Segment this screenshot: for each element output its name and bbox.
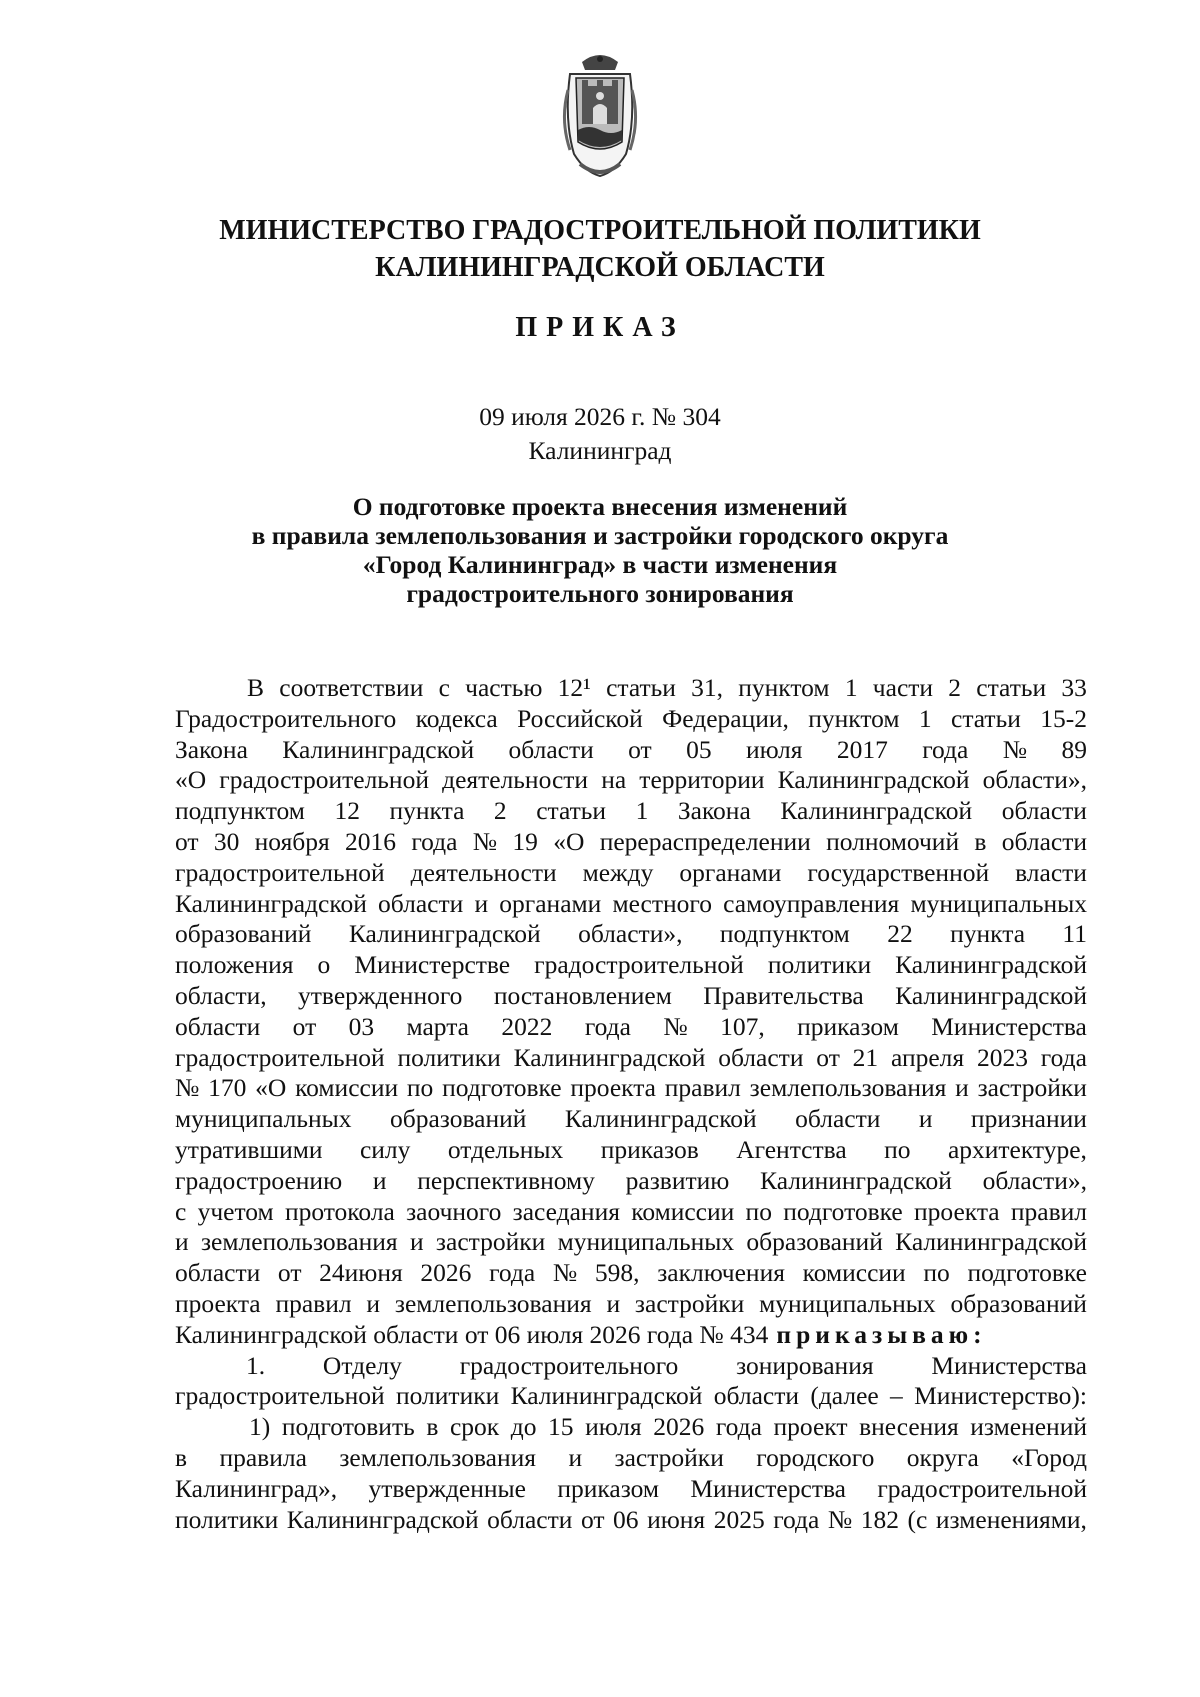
body-word: протокола	[284, 1196, 395, 1226]
body-word: землепользования	[394, 1288, 592, 1318]
body-word: градостроительной	[534, 950, 744, 980]
body-word: от	[292, 1011, 317, 1041]
body-word: застройки	[614, 1442, 724, 1472]
body-line	[175, 1443, 1087, 1474]
body-word: 11	[1062, 919, 1087, 949]
decree-word: приказываю:	[776, 1319, 987, 1349]
body-word: с	[175, 1196, 187, 1226]
body-word: полномочий	[826, 826, 960, 856]
body-word: «О	[553, 826, 585, 856]
date-number-block	[0, 400, 1200, 468]
body-word: перераспределении	[599, 826, 811, 856]
body-word: застройки	[634, 1288, 745, 1318]
body-word: области	[1001, 796, 1087, 826]
body-word: образований	[389, 1104, 527, 1134]
body-word: и	[606, 1288, 621, 1318]
body-word: области»,	[982, 765, 1087, 795]
body-word: соответствии	[279, 673, 424, 702]
body-word: области	[487, 1504, 573, 1534]
body-word: градостроительной	[219, 765, 429, 795]
body-word: 89	[1061, 734, 1087, 764]
body-line	[175, 1505, 1087, 1536]
body-word: 15	[548, 1412, 574, 1442]
body-word: органами	[499, 888, 602, 918]
body-word: по	[923, 1258, 950, 1288]
body-word: 03	[348, 1011, 375, 1041]
body-word: Министерства	[690, 1473, 846, 1503]
body-line	[175, 1073, 1087, 1104]
body-word: признании	[970, 1104, 1087, 1134]
body-word: отдельных	[447, 1134, 564, 1164]
coat-of-arms-emblem	[560, 50, 640, 182]
body-word: между	[582, 857, 654, 887]
body-word: городского	[756, 1442, 875, 1472]
body-word: и	[175, 1227, 189, 1257]
body-word: органами	[679, 857, 782, 887]
body-word: Калининградской	[760, 1165, 952, 1195]
body-word: от	[628, 734, 652, 764]
body-word: от	[277, 1258, 302, 1288]
body-word: Градостроительного	[175, 703, 397, 733]
ministry-name-line-1: МИНИСТЕРСТВО ГРАДОСТРОИТЕЛЬНОЙ ПОЛИТИКИ	[219, 215, 981, 246]
body-word: 30	[213, 826, 240, 856]
body-word: изменений	[970, 1412, 1087, 1442]
body-word: приказом	[557, 1473, 660, 1503]
subject-line: «Город Калининград» в части изменения	[362, 550, 838, 579]
body-word: и	[474, 888, 489, 918]
body-word: 12¹	[557, 673, 591, 702]
body-word: 21	[852, 1042, 879, 1072]
body-word: Калининградской	[895, 950, 1087, 980]
body-word: области»,	[982, 1165, 1087, 1195]
body-word: деятельности	[442, 765, 589, 795]
body-word: года	[922, 734, 969, 764]
body-word: землепользования	[200, 1227, 398, 1257]
body-word: пункта	[950, 919, 1026, 949]
body-word: территории	[639, 765, 765, 795]
body-word: кодекса	[415, 703, 498, 733]
body-word: застройки	[977, 1073, 1087, 1103]
body-word: области	[718, 1042, 804, 1072]
body-word: политики	[397, 1042, 501, 1072]
body-word: комиссии	[295, 1073, 399, 1103]
body-word: Калининградской	[895, 980, 1087, 1010]
body-word: года	[715, 1412, 762, 1442]
body-word: Калининградской	[282, 734, 475, 764]
body-word: развитию	[625, 1165, 730, 1195]
body-word: частью	[465, 673, 543, 702]
body-word: Калининград»,	[175, 1473, 338, 1503]
body-word: политики	[767, 950, 872, 980]
order-body-text	[175, 673, 1087, 1535]
body-word: года	[411, 826, 458, 856]
body-word: 12	[334, 796, 360, 826]
body-word: Федерации,	[662, 703, 789, 733]
body-word: заседания	[512, 1196, 620, 1226]
body-word: политики	[396, 1381, 500, 1411]
body-word: проекта	[914, 1196, 1000, 1226]
body-word: области	[175, 1011, 261, 1041]
body-word: области»,	[578, 919, 683, 949]
body-word: по	[884, 1134, 911, 1164]
body-word: статьи	[536, 796, 607, 826]
body-line	[175, 1166, 1087, 1197]
body-word: в	[175, 1442, 188, 1472]
body-line	[175, 1104, 1087, 1135]
body-line	[175, 765, 1087, 796]
body-word: муниципальных	[759, 1288, 936, 1318]
body-word: 19	[512, 826, 538, 856]
body-word: 24июня	[319, 1258, 403, 1288]
body-word: пунктом	[808, 703, 900, 733]
body-word: 2017	[836, 734, 888, 764]
body-word: 598,	[594, 1258, 640, 1288]
body-word: архитектуре,	[947, 1134, 1087, 1164]
body-word: 2026	[653, 1412, 705, 1442]
body-word: №	[472, 826, 498, 856]
body-word: №	[827, 1504, 853, 1534]
body-word: (с	[907, 1504, 928, 1534]
body-line	[175, 796, 1087, 827]
body-word: 2022	[501, 1011, 553, 1041]
body-word: срок	[449, 1412, 500, 1442]
body-word: до	[510, 1412, 537, 1442]
body-line	[175, 1474, 1087, 1505]
body-word: 1	[635, 796, 649, 826]
body-word: подготовке	[783, 1196, 903, 1226]
body-word: года	[584, 1011, 631, 1041]
body-word: градостроительной	[175, 1381, 385, 1411]
body-word: от	[175, 826, 199, 856]
body-word: комиссии	[802, 1258, 906, 1288]
body-word: и	[372, 1165, 387, 1195]
body-word: правил	[275, 1288, 352, 1318]
body-word: Калининградской	[780, 796, 973, 826]
body-word: №	[175, 1073, 200, 1103]
body-word: образований	[746, 1227, 883, 1257]
body-line	[175, 1135, 1087, 1166]
body-line	[175, 735, 1087, 766]
body-word: власти	[1015, 857, 1087, 887]
body-line	[175, 827, 1087, 858]
date-and-number: 09 июля 2026 г. № 304	[479, 402, 721, 431]
body-word: 31,	[691, 673, 724, 702]
body-line	[175, 1197, 1087, 1228]
body-line	[175, 1412, 1087, 1443]
body-line	[175, 1320, 1087, 1351]
body-word: области	[508, 734, 594, 764]
body-word: местного	[612, 888, 712, 918]
body-line	[175, 704, 1087, 735]
order-subject	[0, 492, 1200, 608]
document-type: ПРИКАЗ	[515, 312, 685, 343]
body-word: Министерстве	[354, 950, 511, 980]
body-word: муниципальных	[175, 1104, 352, 1134]
body-word: 2016	[345, 826, 397, 856]
body-word: правил	[664, 1073, 741, 1103]
body-word: от	[580, 1504, 605, 1534]
body-word: зонирования	[736, 1350, 874, 1380]
body-word: Калининградской	[286, 1504, 479, 1534]
body-word: области	[795, 1104, 881, 1134]
body-word: 107,	[720, 1011, 765, 1041]
body-word: о	[317, 950, 331, 980]
subject-line: градостроительного зонирования	[406, 579, 794, 608]
body-word: Правительства	[703, 980, 864, 1010]
body-line	[175, 950, 1087, 981]
body-word: и	[409, 1227, 424, 1257]
ministry-name	[0, 212, 1200, 286]
body-word: (далее	[810, 1381, 879, 1411]
body-word: в	[426, 1412, 439, 1442]
body-word: Калининградской	[513, 1042, 706, 1072]
body-word: постановлением	[493, 980, 672, 1010]
body-word: 2023	[976, 1042, 1028, 1072]
body-word: 1.	[246, 1350, 266, 1380]
body-line	[175, 1227, 1087, 1258]
body-line	[175, 1351, 1087, 1382]
body-word: округа	[906, 1442, 979, 1472]
body-word: землепользования	[749, 1073, 947, 1103]
body-line	[175, 1012, 1087, 1043]
body-word: проекта	[175, 1288, 261, 1318]
body-word: 15-2	[1040, 703, 1087, 733]
body-word: градостроительной	[175, 857, 385, 887]
body-line	[175, 1258, 1087, 1289]
body-word: положения	[175, 950, 294, 980]
body-line	[175, 981, 1087, 1012]
body-word: 33	[1061, 673, 1087, 702]
body-word: статьи	[606, 673, 676, 702]
body-word: апреля	[890, 1042, 965, 1072]
body-word: 182	[860, 1504, 900, 1534]
body-word: самоуправления	[723, 888, 900, 918]
body-word: 170	[208, 1073, 247, 1103]
body-word: по	[406, 1073, 434, 1103]
body-word: с	[438, 673, 450, 702]
body-word: ноября	[254, 826, 330, 856]
body-word: государственной	[807, 857, 990, 887]
body-word: В	[247, 673, 265, 702]
body-word: политики	[175, 1504, 279, 1534]
body-word: изменениями,	[935, 1504, 1087, 1534]
body-word: Закона	[175, 734, 248, 764]
body-line	[175, 919, 1087, 950]
body-word: Калининградской	[510, 1381, 703, 1411]
body-word: от	[816, 1042, 840, 1072]
body-word: июля	[585, 1412, 642, 1442]
body-word: Российской	[517, 703, 643, 733]
body-word: градостроительной	[175, 1042, 385, 1072]
body-word: Калининградской	[348, 919, 541, 949]
body-word: утвержденного	[298, 980, 463, 1010]
body-word: заочного	[406, 1196, 502, 1226]
body-word: 1	[844, 673, 858, 702]
body-word: №	[1002, 734, 1028, 764]
body-word: №	[552, 1258, 578, 1288]
body-word: подпунктом	[175, 796, 305, 826]
body-word: градостроительной	[877, 1473, 1087, 1503]
body-word: Калининградской	[175, 888, 367, 918]
body-word: 1)	[249, 1412, 271, 1442]
body-word: области	[1001, 826, 1087, 856]
body-word: 22	[887, 919, 913, 949]
body-word: Министерства	[931, 1011, 1087, 1041]
body-word: приказов	[600, 1134, 699, 1164]
body-word: и	[955, 1073, 969, 1103]
body-word: градостроительного	[459, 1350, 679, 1380]
body-line	[175, 1289, 1087, 1320]
body-word: статьи	[976, 673, 1047, 702]
body-word: области	[175, 1258, 261, 1288]
body-word: в	[974, 826, 987, 856]
body-word: градостроению	[175, 1165, 343, 1195]
body-word: Калининградской	[564, 1104, 757, 1134]
body-word: внесения	[859, 1412, 959, 1442]
body-line	[175, 889, 1087, 920]
body-word: комиссии	[631, 1196, 735, 1226]
body-word: 05	[686, 734, 712, 764]
body-word: 2025	[713, 1504, 765, 1534]
body-word: приказом	[797, 1011, 899, 1041]
body-word: проекта	[570, 1073, 656, 1103]
body-word: 2	[493, 796, 507, 826]
body-word: подготовке	[442, 1073, 562, 1103]
body-word: подпунктом	[719, 919, 850, 949]
body-word: года	[489, 1258, 536, 1288]
body-word: пункта	[389, 796, 465, 826]
body-word: Министерства	[931, 1350, 1087, 1380]
body-word: «О	[175, 765, 207, 795]
body-word: области	[378, 888, 464, 918]
body-word: застройки	[435, 1227, 546, 1257]
body-word: «О	[255, 1073, 287, 1103]
body-word: «Город	[1011, 1442, 1087, 1472]
body-word: заключения	[657, 1258, 785, 1288]
body-word: года	[773, 1504, 820, 1534]
body-word: и	[366, 1288, 381, 1318]
body-word: подготовке	[967, 1258, 1087, 1288]
body-word: проект	[773, 1412, 848, 1442]
body-line	[175, 1381, 1087, 1412]
body-word: пунктом	[738, 673, 830, 702]
body-word: правила	[219, 1442, 307, 1472]
ministry-name-line-2: КАЛИНИНГРАДСКОЙ ОБЛАСТИ	[375, 252, 825, 283]
body-word: и	[918, 1104, 933, 1134]
subject-line: О подготовке проекта внесения изменений	[352, 492, 848, 521]
body-word: правил	[1010, 1196, 1087, 1226]
body-word: перспективному	[417, 1165, 595, 1195]
body-word: образований	[950, 1288, 1087, 1318]
body-word: статьи	[951, 703, 1021, 733]
body-word: 2	[948, 673, 962, 702]
body-word: Закона	[677, 796, 751, 826]
body-line	[175, 1043, 1087, 1074]
body-word: муниципальных	[910, 888, 1087, 918]
body-word: №	[663, 1011, 688, 1041]
body-line	[175, 673, 1087, 704]
body-word: Отделу	[322, 1350, 402, 1380]
body-word: июля	[745, 734, 803, 764]
body-word: муниципальных	[557, 1227, 735, 1257]
body-word: утвержденные	[368, 1473, 526, 1503]
body-word: июня	[647, 1504, 706, 1534]
body-word: подготовить	[281, 1412, 415, 1442]
body-word: марта	[406, 1011, 469, 1041]
body-word: силу	[359, 1134, 411, 1164]
body-word: утратившими	[175, 1134, 323, 1164]
body-word: на	[601, 765, 627, 795]
body-word: учетом	[197, 1196, 274, 1226]
body-word: и	[568, 1442, 583, 1472]
body-word: деятельности	[410, 857, 557, 887]
city-name: Калининград	[528, 436, 672, 465]
body-word: Агентства	[736, 1134, 847, 1164]
body-word: землепользования	[339, 1442, 537, 1472]
body-line-text: Калининградской области от 06 июля 2026 года № 434	[175, 1319, 769, 1349]
body-word: года	[1040, 1042, 1087, 1072]
body-word: –	[890, 1381, 903, 1411]
body-line	[175, 858, 1087, 889]
body-word: Калининградской	[895, 1227, 1087, 1257]
body-word: области,	[175, 980, 267, 1010]
body-word: 06	[613, 1504, 639, 1534]
body-word: части	[872, 673, 934, 702]
body-word: 2026	[420, 1258, 472, 1288]
body-word: Министерство):	[914, 1381, 1087, 1411]
body-word: Калининградской	[777, 765, 970, 795]
body-word: области	[713, 1381, 800, 1411]
body-word: по	[745, 1196, 772, 1226]
body-word: образований	[175, 919, 312, 949]
subject-line: в правила землепользования и застройки городского округа	[251, 521, 949, 550]
body-word: 1	[918, 703, 932, 733]
